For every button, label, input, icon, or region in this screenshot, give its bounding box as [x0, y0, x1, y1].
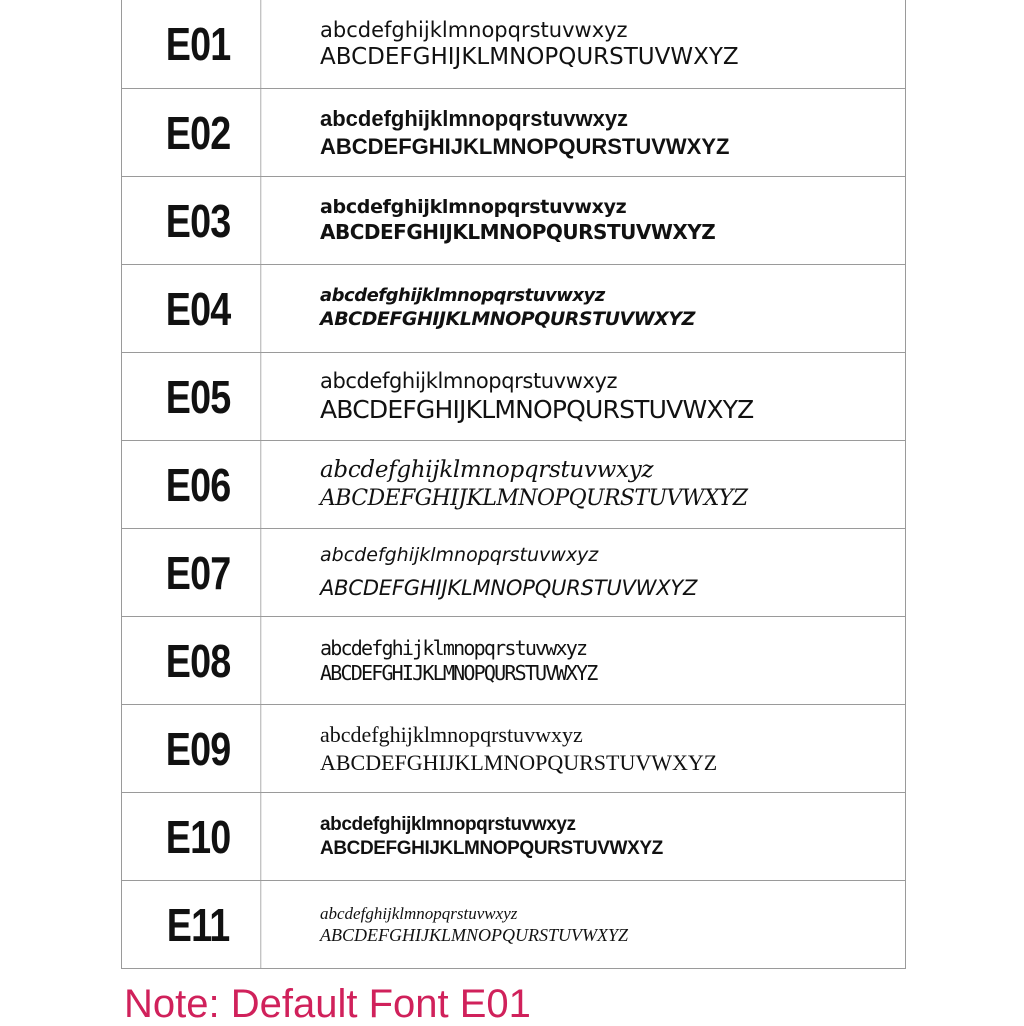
font-sample	[275, 265, 905, 352]
uppercase-sample: ABCDEFGHIJKLMNOPQURSTUVWXYZ	[320, 924, 628, 945]
uppercase-sample: ABCDEFGHIJKLMNOPQURSTUVWXYZ	[320, 219, 716, 244]
uppercase-sample: ABCDEFGHIJKLMNOPQURSTUVWXYZ	[320, 395, 754, 424]
font-sample	[275, 705, 905, 792]
font-code-label: E06	[136, 441, 261, 528]
font-row-e03[interactable]	[122, 176, 905, 264]
font-row-e02[interactable]	[122, 88, 905, 176]
font-code-label: E11	[136, 881, 261, 968]
lowercase-sample: abcdefghijklmnopqrstuvwxyz	[320, 457, 654, 484]
font-row-e08[interactable]	[122, 616, 905, 704]
font-code-label: E02	[136, 89, 261, 176]
uppercase-sample: ABCDEFGHIJKLMNOPQURSTUVWXYZ	[320, 43, 739, 70]
uppercase-sample: ABCDEFGHIJKLMNOPQURSTUVWXYZ	[320, 486, 748, 512]
uppercase-sample: ABCDEFGHIJKLMNOPQURSTUVWXYZ	[320, 837, 663, 859]
font-code-label: E07	[136, 529, 261, 616]
font-sample	[275, 0, 905, 88]
font-sample	[275, 793, 905, 880]
lowercase-sample: abcdefghijklmnopqrstuvwxyz	[320, 543, 599, 566]
font-row-e09[interactable]	[122, 704, 905, 792]
font-code-label: E01	[136, 0, 261, 88]
font-row-e11[interactable]	[122, 880, 905, 968]
font-row-e06[interactable]	[122, 440, 905, 528]
font-code-label: E09	[136, 705, 261, 792]
font-sample	[275, 881, 905, 968]
font-code-label: E03	[136, 177, 261, 264]
font-code-label: E08	[136, 617, 261, 704]
lowercase-sample: abcdefghijklmnopqrstuvwxyz	[320, 106, 629, 131]
lowercase-sample: abcdefghijklmnopqrstuvwxyz	[320, 635, 587, 660]
font-sample	[275, 441, 905, 528]
lowercase-sample: abcdefghijklmnopqrstuvwxyz	[320, 813, 576, 835]
font-sample-table	[121, 0, 906, 969]
font-sample	[275, 529, 905, 616]
default-font-note: Note: Default Font E01	[124, 982, 531, 1026]
font-sample	[275, 89, 905, 176]
lowercase-sample: abcdefghijklmnopqrstuvwxyz	[320, 368, 618, 393]
font-row-e05[interactable]	[122, 352, 905, 440]
uppercase-sample: ABCDEFGHIJKLMNOPQURSTUVWXYZ	[320, 660, 597, 685]
uppercase-sample: ABCDEFGHIJKLMNOPQURSTUVWXYZ	[320, 133, 730, 159]
font-row-e10[interactable]	[122, 792, 905, 880]
lowercase-sample: abcdefghijklmnopqrstuvwxyz	[320, 285, 605, 307]
uppercase-sample: ABCDEFGHIJKLMNOPQURSTUVWXYZ	[320, 307, 695, 330]
uppercase-sample: ABCDEFGHIJKLMNOPQURSTUVWXYZ	[320, 576, 698, 601]
font-code-label: E04	[136, 265, 261, 352]
font-code-label: E05	[136, 353, 261, 440]
font-row-e04[interactable]	[122, 264, 905, 352]
uppercase-sample: ABCDEFGHIJKLMNOPQURSTUVWXYZ	[320, 749, 718, 775]
lowercase-sample: abcdefghijklmnopqrstuvwxyz	[320, 903, 518, 923]
font-sample	[275, 353, 905, 440]
font-row-e01[interactable]	[122, 0, 905, 88]
lowercase-sample: abcdefghijklmnopqrstuvwxyz	[320, 722, 583, 747]
font-row-e07[interactable]	[122, 528, 905, 616]
lowercase-sample: abcdefghijklmnopqrstuvwxyz	[320, 196, 627, 219]
lowercase-sample: abcdefghijklmnopqrstuvwxyz	[320, 17, 628, 42]
font-sample	[275, 617, 905, 704]
font-sample	[275, 177, 905, 264]
font-code-label: E10	[136, 793, 261, 880]
